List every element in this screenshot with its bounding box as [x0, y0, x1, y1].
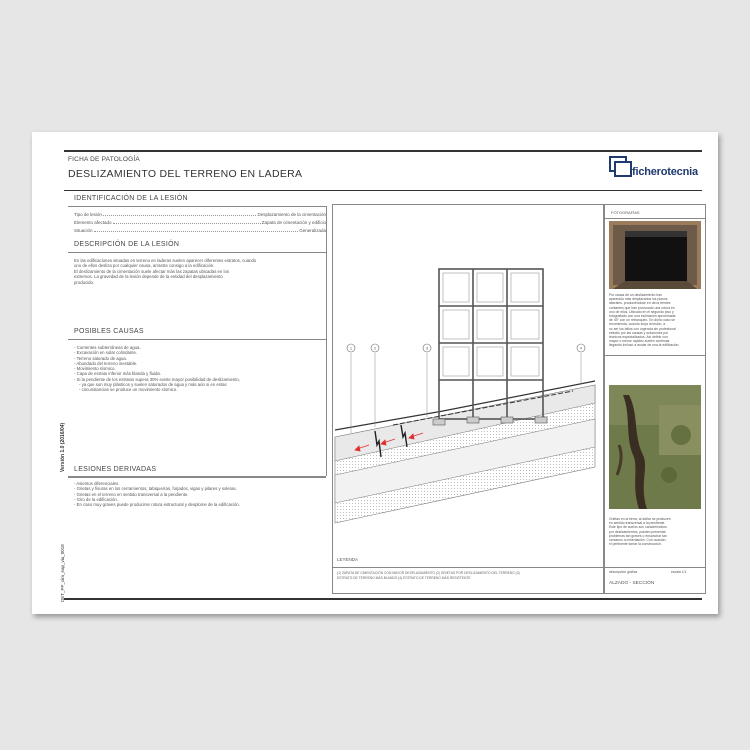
identificacion-title: IDENTIFICACIÓN DE LA LESIÓN — [74, 195, 188, 202]
marker-label: 4 — [580, 346, 582, 351]
section-drawing — [333, 205, 603, 545]
page-title: DESLIZAMIENTO DEL TERRENO EN LADERA — [68, 168, 303, 180]
list-item: - En caso muy graves puede producirse rotura estructural y desplome de la edificación. — [74, 502, 324, 507]
ident-row: Tipo de lesión Desplazamiento de la cimentación — [74, 212, 326, 217]
marker-label: 1 — [350, 346, 352, 351]
list-item: - circunstancias se produce un movimiento sísmico. — [74, 387, 324, 392]
list-item: - Corrientes subterráneas de agua. — [74, 345, 324, 350]
building-frame — [439, 269, 543, 419]
list-item: - Giro de la edificación. — [74, 497, 324, 502]
list-item: - Si la pendiente de los estratos supera 30% existe mayor posibilidad de deslizamiento, — [74, 377, 324, 382]
document-sheet — [32, 132, 718, 614]
marker-label: 3 — [426, 346, 428, 351]
top-rule — [64, 150, 702, 152]
left-panel — [68, 194, 326, 476]
leyenda-text: (1) ZAPATA DE CIMENTACIÓN CON MAYOR DESPLAZAMIENTO (2) GRIETAS POR DESLIZAMIENTO DEL TERRENO (3) ESTRATO DE TERRENO MÁS BLANDO (4) ESTRATO DE TERRENO MÁS RESISTENTE — [337, 571, 520, 580]
ident-row: Elemento afectado Zapata de cimentación y edificio — [74, 220, 326, 225]
list-item: - Abundado del terreno inestable. — [74, 361, 324, 366]
leyenda-title: LEYENDA — [337, 557, 359, 562]
list-item: - Grietas y fisuras en los cerramientos, tabiquerías, forjados, vigas y pilares y soleras. — [74, 486, 324, 491]
derivadas-list — [74, 481, 324, 507]
header-bottom-rule — [64, 190, 702, 191]
list-item: - Asientos diferenciales. — [74, 481, 324, 486]
bottom-rule — [64, 598, 702, 600]
sheet-label: FICHA DE PATOLOGÍA — [68, 156, 140, 163]
list-item: - Excavación en solar colindante. — [74, 350, 324, 355]
list-item: - ya que son muy plásticos y suelen saturados de agua y más aún si en estas — [74, 382, 324, 387]
photo-ground-crack — [609, 385, 701, 509]
photos-column — [604, 204, 706, 594]
descripcion-text: En las edificaciones situadas en terreno en laderas suelen aparecer diferentes estratos, cuando uno de ellos desliza por cualquier causa, arrastra consigo a la edificación. El deslizamiento de la cimentación suele afectar más las zapatas ubicadas en los extremos. La gravedad de la lesión depende de la entidad del desplazamiento producido. — [74, 258, 257, 285]
logo-text: ficherotecnia — [632, 166, 698, 178]
photos-title: FOTOGRAFÍAS — [611, 210, 640, 215]
drawing-frame — [332, 204, 604, 594]
brand-logo — [608, 154, 704, 184]
list-item: - Movimiento sísmico. — [74, 366, 324, 371]
descripcion-title: DESCRIPCIÓN DE LA LESIÓN — [74, 241, 180, 248]
photo-caption-1: Por causa de un deslizamiento han aparecido más desplazados los planos laterales, produciéndose en otros frentes contantes que han provocado una rotura en uno de ellos. Ubicado en el segundo piso y fotografiado con una inclinación aproximada de 45° con un retranqueo. En dicho caso se recomienda, cuando surja la lesión, a no ser los fallos con urgencia sin profesional estudio por las causas y soluciones por técnicos especializados. Así definir con mayor o menor rapidez suelen continuar llegando incluso a anular de una la edificación. — [609, 293, 680, 348]
ident-row: Situación Generalizada — [74, 228, 326, 233]
reference-code: DET_PP_cim_eap_via_0018 — [60, 544, 65, 602]
derivadas-title: LESIONES DERIVADAS — [74, 466, 157, 473]
view-label: ALZADO - SECCIÓN — [609, 581, 655, 586]
list-item: - Capa de estrato inferior más blanda y fluida. — [74, 371, 324, 376]
list-item: - Grietas en el terreno en sentido transversal a la pendiente. — [74, 492, 324, 497]
list-item: - Terreno saturado de agua. — [74, 356, 324, 361]
causas-list — [74, 345, 324, 393]
escala-value: escala 1/1 — [671, 570, 687, 574]
escala-label: descripción gráfica — [609, 570, 638, 574]
photo-tunnel — [609, 221, 701, 289]
identificacion-table — [74, 212, 326, 242]
panel-divider — [326, 206, 327, 476]
causas-title: POSIBLES CAUSAS — [74, 328, 144, 335]
marker-label: 2 — [374, 346, 376, 351]
version-code: Versión 1.0 (2016/04) — [60, 422, 66, 472]
marker-circles — [347, 344, 585, 352]
photo-caption-2: Grietas en la tierra, al dañar se producen en sentido transversal a la pendiente. Este tipo de suelos son característicos por deslizamientos, pueden presentar problemas tan graves o ensanchar tan cercanos a cimentación. Con ocasión, el pertinente tomar la construcción. — [609, 517, 671, 547]
